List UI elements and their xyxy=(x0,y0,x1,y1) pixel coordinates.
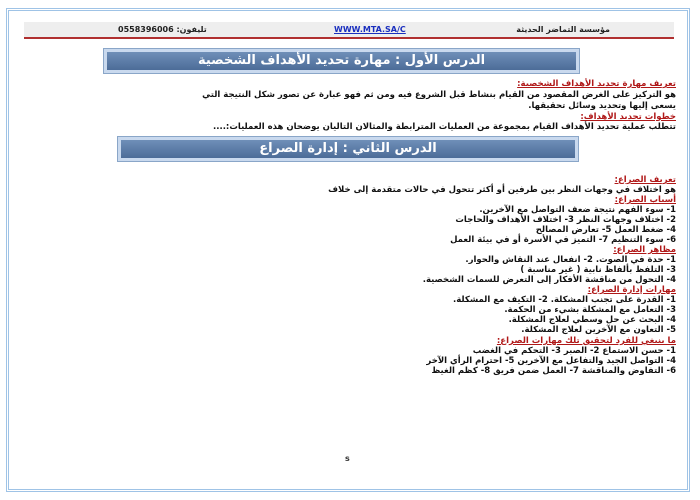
list-item: 4- التواصل الجيد والتفاعل مع الآخرين 5- احترام الرأي الآخر xyxy=(426,356,676,366)
needs-heading: ما ينبغي للفرد لتحقيق تلك مهارات الصراع: xyxy=(496,336,676,346)
list-item: 1- حدة في الصوت. 2- انفعال عند النقاش والحوار. xyxy=(465,255,676,265)
lesson1-def-line2: يسعى إليها وتحديد وسائل تحقيقها. xyxy=(528,101,676,111)
lesson2-title: الدرس الثاني : إدارة الصراع xyxy=(118,137,578,161)
phone-number: تليفون: 0558396006 xyxy=(118,25,207,34)
list-item: 4- ضغط العمل 5- تعارض المصالح xyxy=(535,225,676,235)
lesson2-def-line: هو اختلاف في وجهات النظر بين طرفين أو أكثر تتحول في حالات متقدمة إلى خلاف xyxy=(328,185,676,195)
list-item: 4- البحث عن حل وسطي لعلاج المشكلة. xyxy=(508,315,676,325)
header-bar xyxy=(24,22,674,39)
skills-heading: مهارات إدارة الصراع: xyxy=(587,285,676,295)
list-item: 3- التعامل مع المشكلة بشيء من الحكمة. xyxy=(504,305,676,315)
organization-name: مؤسسة التماضر الحديثة xyxy=(516,25,610,34)
list-item: 2- اختلاف وجهات النظر 3- اختلاف الأهداف والحاجات xyxy=(455,215,676,225)
lesson1-steps-line: تتطلب عملية تحديد الأهداف القيام بمجموعة من العمليات المترابطة والمثالان التاليان يوضحان هذه العمليات:.... xyxy=(213,122,676,132)
list-item: 1- القدرة على تجنب المشكلة. 2- التكيف مع المشكلة. xyxy=(453,295,676,305)
list-item: 4- التحول من مناقشة الأفكار إلى التعرض للسمات الشخصية. xyxy=(422,275,676,285)
list-item: 1- سوء الفهم نتيجة ضعف التواصل مع الآخرين. xyxy=(479,205,676,215)
list-item: 3- التلفظ بألفاظ نابية ( غير مناسبة ) xyxy=(520,265,676,275)
lesson1-def-heading: تعريف مهارة تحديد الأهداف الشخصية: xyxy=(517,79,676,89)
aspects-heading: مظاهر الصراع: xyxy=(613,245,676,255)
causes-heading: أسباب الصراع: xyxy=(614,195,676,205)
list-item: 6- التفاوض والمناقشة 7- العمل ضمن فريق 8- كظم الغيظ xyxy=(431,366,676,376)
lesson1-steps-heading: خطوات تحديد الأهداف: xyxy=(580,112,676,122)
list-item: 5- التعاون مع الآخرين لعلاج المشكلة. xyxy=(521,325,676,335)
website-link[interactable]: WWW.MTA.SA/C xyxy=(334,25,406,34)
list-item: 1- حسن الاستماع 2- الصبر 3- التحكم في الغضب xyxy=(472,346,676,356)
list-item: 6- سوء التنظيم 7- التميز في الأسرة أو في بيئة العمل xyxy=(450,235,676,245)
lesson1-title: الدرس الأول : مهارة تحديد الأهداف الشخصية xyxy=(104,49,579,73)
page-number: s xyxy=(345,454,350,463)
lesson1-def-line1: هو التركيز على الغرض المقصود من القيام بنشاط قبل الشروع فيه ومن ثم فهو عبارة عن تصور شكل النتيجة التي xyxy=(202,90,676,100)
lesson2-def-heading: تعريف الصراع: xyxy=(614,175,676,185)
